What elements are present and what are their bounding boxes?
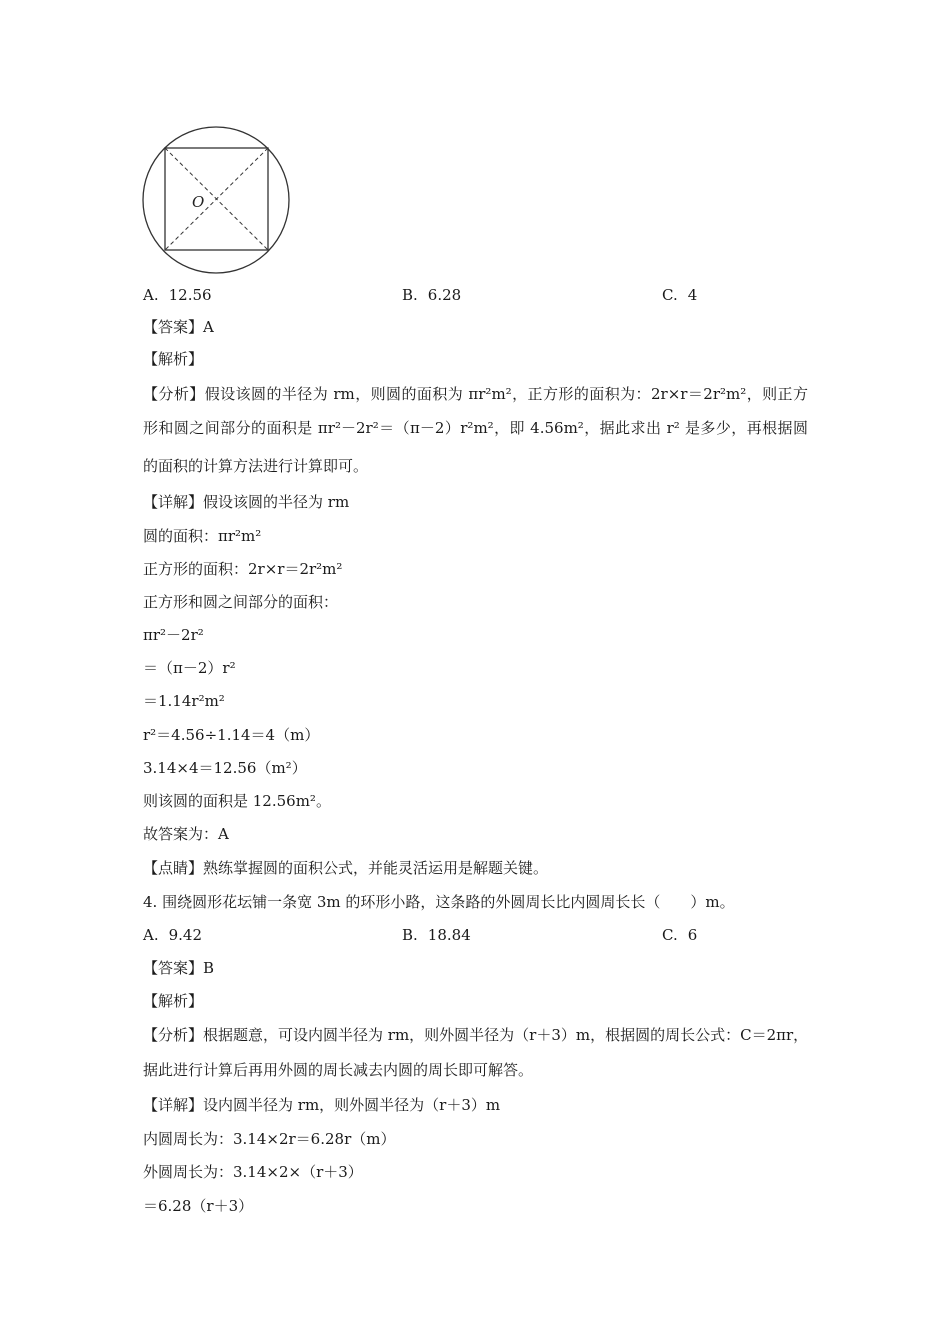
- q4-option-c: [662, 925, 697, 945]
- option-label: A.: [143, 286, 159, 304]
- q4-option-b: [402, 925, 471, 945]
- option-value: 4: [687, 286, 698, 304]
- option-value: 18.84: [427, 926, 471, 944]
- q3-analysis-line: 的面积的计算方法进行计算即可。: [143, 457, 369, 475]
- q3-detail-line: 圆的面积：πr²m²: [143, 527, 262, 545]
- q3-detail-line: πr²－2r²: [143, 626, 204, 644]
- q4-analysis-line: 据此进行计算后再用外圆的周长减去内圆的周长即可解答。: [143, 1061, 534, 1079]
- option-label: C.: [662, 286, 678, 304]
- q4-stem: 4. 围绕圆形花坛铺一条宽 3m 的环形小路，这条路的外圆周长比内圆周长长（ ）m。: [143, 893, 735, 911]
- option-value: 6.28: [427, 286, 462, 304]
- q4-answer: 【答案】B: [143, 959, 215, 977]
- q4-detail-line: 外圆周长为：3.14×2×（r＋3）: [143, 1163, 363, 1181]
- circle-square-figure: [138, 122, 298, 282]
- q3-option-a: [143, 285, 212, 305]
- q3-answer: 【答案】A: [143, 318, 214, 336]
- option-value: 12.56: [168, 286, 212, 304]
- q4-detail-line: 内圆周长为：3.14×2r＝6.28r（m）: [143, 1130, 396, 1148]
- q3-detail-line: 正方形和圆之间部分的面积：: [143, 593, 339, 611]
- q4-detail-line: ＝6.28（r＋3）: [143, 1197, 254, 1215]
- q3-analysis-line: 【分析】假设该圆的半径为 rm，则圆的面积为 πr²m²，正方形的面积为：2r×r＝2r²m²，则正方: [143, 385, 808, 403]
- q3-detail-line: r²＝4.56÷1.14＝4（m）: [143, 726, 320, 744]
- q3-detail-line: 3.14×4＝12.56（m²）: [143, 759, 307, 777]
- q4-analysis-heading: 【解析】: [143, 992, 204, 1010]
- q3-detail-line: 正方形的面积：2r×r＝2r²m²: [143, 560, 343, 578]
- option-label: B.: [402, 926, 418, 944]
- q3-detail-line: 则该圆的面积是 12.56m²。: [143, 792, 331, 810]
- option-label: B.: [402, 286, 418, 304]
- q3-option-b: [402, 285, 461, 305]
- q4-analysis-line: 【分析】根据题意，可设内圆半径为 rm，则外圆半径为（r＋3）m，根据圆的周长公式：C＝2πr，: [143, 1026, 808, 1044]
- q4-option-a: [143, 925, 202, 945]
- option-label: C.: [662, 926, 678, 944]
- option-value: 9.42: [168, 926, 203, 944]
- q3-option-c: [662, 285, 697, 305]
- q3-detail-line: 故答案为：A: [143, 825, 229, 843]
- q3-detail-line: ＝1.14r²m²: [143, 692, 225, 710]
- option-label: A.: [143, 926, 159, 944]
- center-label: O: [192, 193, 205, 211]
- q3-detail-line: ＝（π－2）r²: [143, 659, 236, 677]
- option-value: 6: [687, 926, 698, 944]
- q3-detail-line: 【详解】假设该圆的半径为 rm: [143, 493, 350, 511]
- q3-analysis-line: 形和圆之间部分的面积是 πr²－2r²＝（π－2）r²m²，即 4.56m²，据此求出 r² 是多少，再根据圆: [143, 419, 808, 437]
- q3-comment: 【点睛】熟练掌握圆的面积公式，并能灵活运用是解题关键。: [143, 859, 549, 877]
- q4-detail-line: 【详解】设内圆半径为 rm，则外圆半径为（r＋3）m: [143, 1096, 501, 1114]
- q3-analysis-heading: 【解析】: [143, 350, 204, 368]
